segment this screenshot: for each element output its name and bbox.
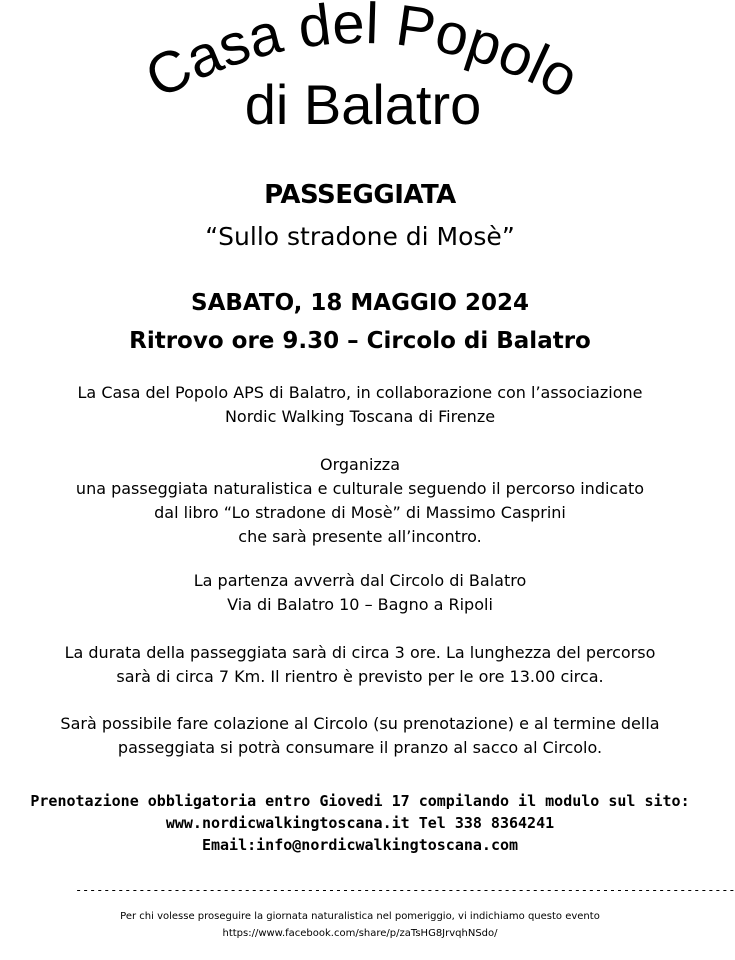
organizza-paragraph <box>0 453 720 549</box>
event-title: PASSEGGIATA <box>264 180 456 210</box>
event-subtitle: “Sullo stradone di Mosè” <box>205 222 515 251</box>
booking-notice: Prenotazione obbligatoria entro Giovedi 17 compilando il modulo sul sito: <box>30 792 690 810</box>
meeting-point: Ritrovo ore 9.30 – Circolo di Balatro <box>129 328 591 354</box>
footer-link[interactable]: https://www.facebook.com/share/p/zaTsHG8JrvqhNSdo/ <box>222 928 498 939</box>
duration-paragraph <box>0 641 720 689</box>
booking-website-phone[interactable]: www.nordicwalkingtoscana.it Tel 338 8364241 <box>165 814 555 832</box>
text-line: una passeggiata naturalistica e culturale seguendo il percorso indicato <box>75 479 645 498</box>
text-line: Nordic Walking Toscana di Firenze <box>224 407 496 426</box>
text-line: sarà di circa 7 Km. Il rientro è previsto per le ore 13.00 circa. <box>116 667 604 686</box>
logo-line-2: di Balatro <box>244 73 482 136</box>
footer-note: Per chi volesse proseguire la giornata naturalistica nel pomeriggio, vi indichiamo questo evento <box>120 911 600 922</box>
header-logo <box>0 0 720 150</box>
dashed-divider: ---------------------------------------------------------------------------------------------- <box>75 883 735 897</box>
text-line: Via di Balatro 10 – Bagno a Ripoli <box>227 595 493 614</box>
text-line: Organizza <box>319 455 401 474</box>
logo-line-1: Casa del Popolo <box>135 0 589 112</box>
booking-email[interactable]: Email:info@nordicwalkingtoscana.com <box>201 836 519 854</box>
text-line: La Casa del Popolo APS di Balatro, in collaborazione con l’associazione <box>77 383 643 402</box>
text-line: La partenza avverrà dal Circolo di Balatro <box>193 571 527 590</box>
text-line: dal libro “Lo stradone di Mosè” di Massimo Casprini <box>154 503 566 522</box>
text-line: Sarà possibile fare colazione al Circolo (su prenotazione) e al termine della <box>60 714 660 733</box>
intro-paragraph <box>0 381 720 429</box>
departure-paragraph <box>0 569 720 617</box>
text-line: che sarà presente all’incontro. <box>238 527 482 546</box>
breakfast-paragraph <box>0 712 720 760</box>
text-line: La durata della passeggiata sarà di circa 3 ore. La lunghezza del percorso <box>64 643 656 662</box>
event-date: SABATO, 18 MAGGIO 2024 <box>191 290 529 316</box>
text-line: passeggiata si potrà consumare il pranzo al sacco al Circolo. <box>117 738 603 757</box>
